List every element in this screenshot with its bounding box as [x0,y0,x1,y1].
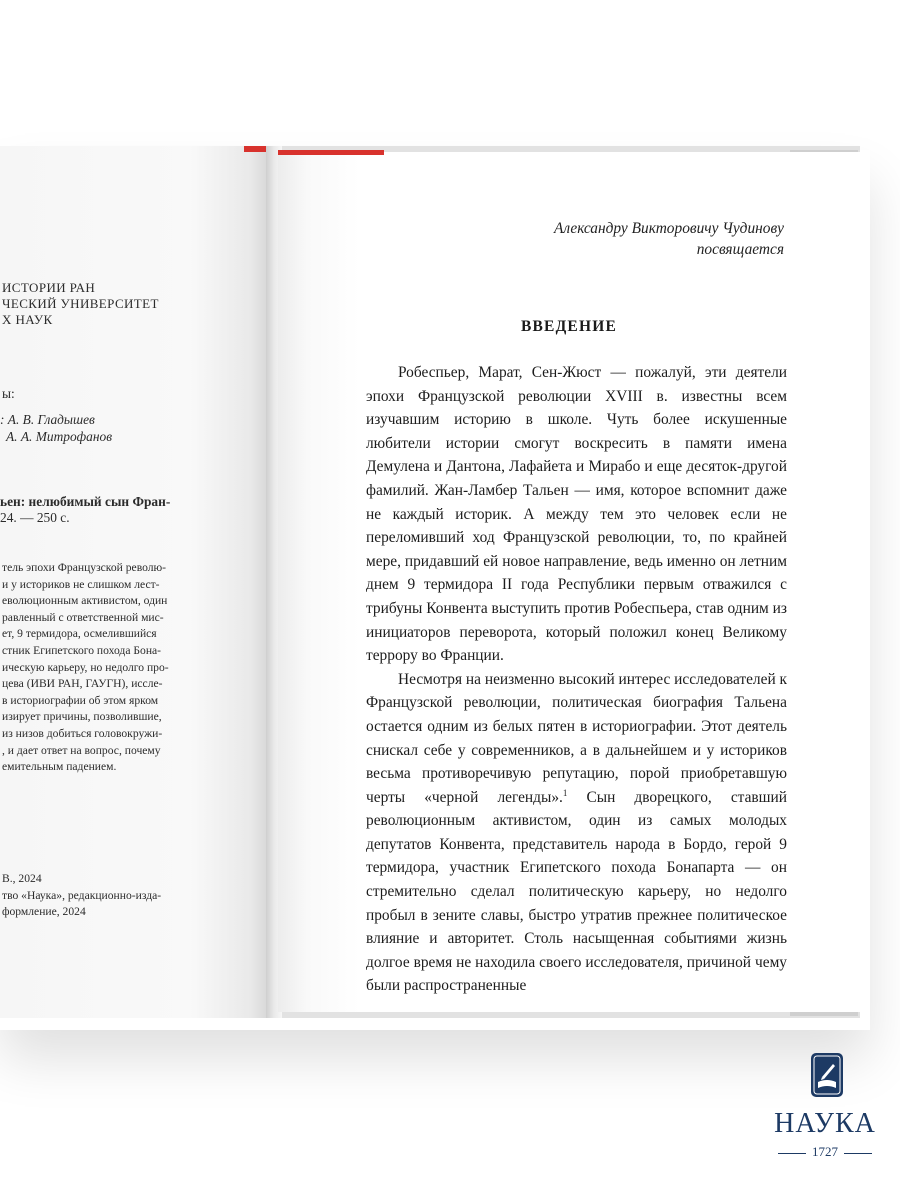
logo-divider [844,1153,872,1154]
abstract-line: равленный с ответственной мис- [2,610,164,624]
abstract-line: из низов добиться головокружи- [2,727,163,740]
footnote-mark: 1 [562,787,568,798]
abstract-line: в историографии об этом ярком [2,693,159,707]
publisher-year: 1727 [812,1144,838,1159]
paragraph-text: Сын дворецкого, ставший революционным активистом, один из самых молодых депутатов Конвента, представитель народа в Бордо, герой 9 термидора, участник Египетского похода Бонапарта — он стремительно сделал политическую карьеру, но недолго пробыл в зените славы, быстро утратив прежнее политическое влияние и авторитет. Столь насыщенная событиями жизнь долгое время не находила своего исследователя, причиной чему были распространенные [366,788,787,995]
body-text [366,361,787,998]
abstract-line: емительным падением. [2,760,117,774]
dedication [554,218,784,260]
abstract-line: стник Египетского похода Бона- [2,644,162,657]
publisher-logo [770,1052,880,1172]
paragraph: Робеспьер, Марат, Сен-Жюст — пожалуй, эти деятели эпохи Французской революции XVIII в. известны всем изучавшим историю в школе. Чуть более искушенные любители истории смогут воскресить в памяти имена Демулена и Дантона, Лафайета и Мирабо и еще десяток-другой фамилий. Жан-Ламбер Тальен — имя, которое вспомнит даже не каждый историк. А между тем это человек если не переломивший ход Французской революции, то, по крайней мере, придавший ей новое направление, ведь именно он летним днем 9 термидора II года Республики первым отважился с трибуны Конвента выступить против Робеспьера, став одним из инициаторов переворота, который положил конец Великому террору во Франции. [366,364,787,665]
book-title-line: 24. — 250 с. [0,510,70,525]
left-page [0,146,272,1018]
copyright-line: тво «Наука», редакционно-изда- [2,888,162,902]
reviewers-label: ы: [2,386,15,401]
reviewer-name: : А. В. Гладышев [0,412,95,427]
institution-line: Х НАУК [2,312,53,327]
dedication-line: Александру Викторовичу Чудинову [553,220,784,237]
institution-line: ИСТОРИИ РАН [2,280,96,295]
abstract-line: ет, 9 термидора, осмелившийся [2,627,157,641]
paragraph-text: Несмотря на неизменно высокий интерес исследователей к Французской революции, политическая биография Тальена остается одним из белых пятен в историографии. Этот деятель снискал себе у современников, а в дальнейшем и у историков весьма противоречивую репутацию, порой приобретавшую черты «черной легенды». [366,670,788,806]
right-page [278,152,860,1012]
abstract-line: тель эпохи Французской револю- [2,561,167,574]
abstract-line: ическую карьеру, но недолго про- [2,660,169,674]
abstract-line: еволюционным активистом, один [2,594,168,608]
copyright-line: формление, 2024 [2,905,86,919]
abstract-line: изирует причины, позволившие, [2,710,162,724]
book-emblem-icon [810,1052,844,1098]
chapter-heading: ВВЕДЕНИЕ [520,318,618,335]
reviewer-name: А. А. Митрофанов [6,429,113,444]
institution-line: ЧЕСКИЙ УНИВЕРСИТЕТ [2,296,159,311]
paragraph [366,668,787,998]
dedication-line: посвящается [696,241,784,258]
abstract-line: цева (ИВИ РАН, ГАУГН), иссле- [2,677,163,691]
red-bookmark-bar [278,150,384,155]
abstract-line: , и дает ответ на вопрос, почему [2,743,161,757]
abstract-line: и у историков не слишком лест- [2,577,160,591]
copyright-line: В., 2024 [2,872,42,885]
publisher-name: НАУКА [774,1108,876,1139]
book-title-line: ьен: нелюбимый сын Фран- [0,494,171,509]
